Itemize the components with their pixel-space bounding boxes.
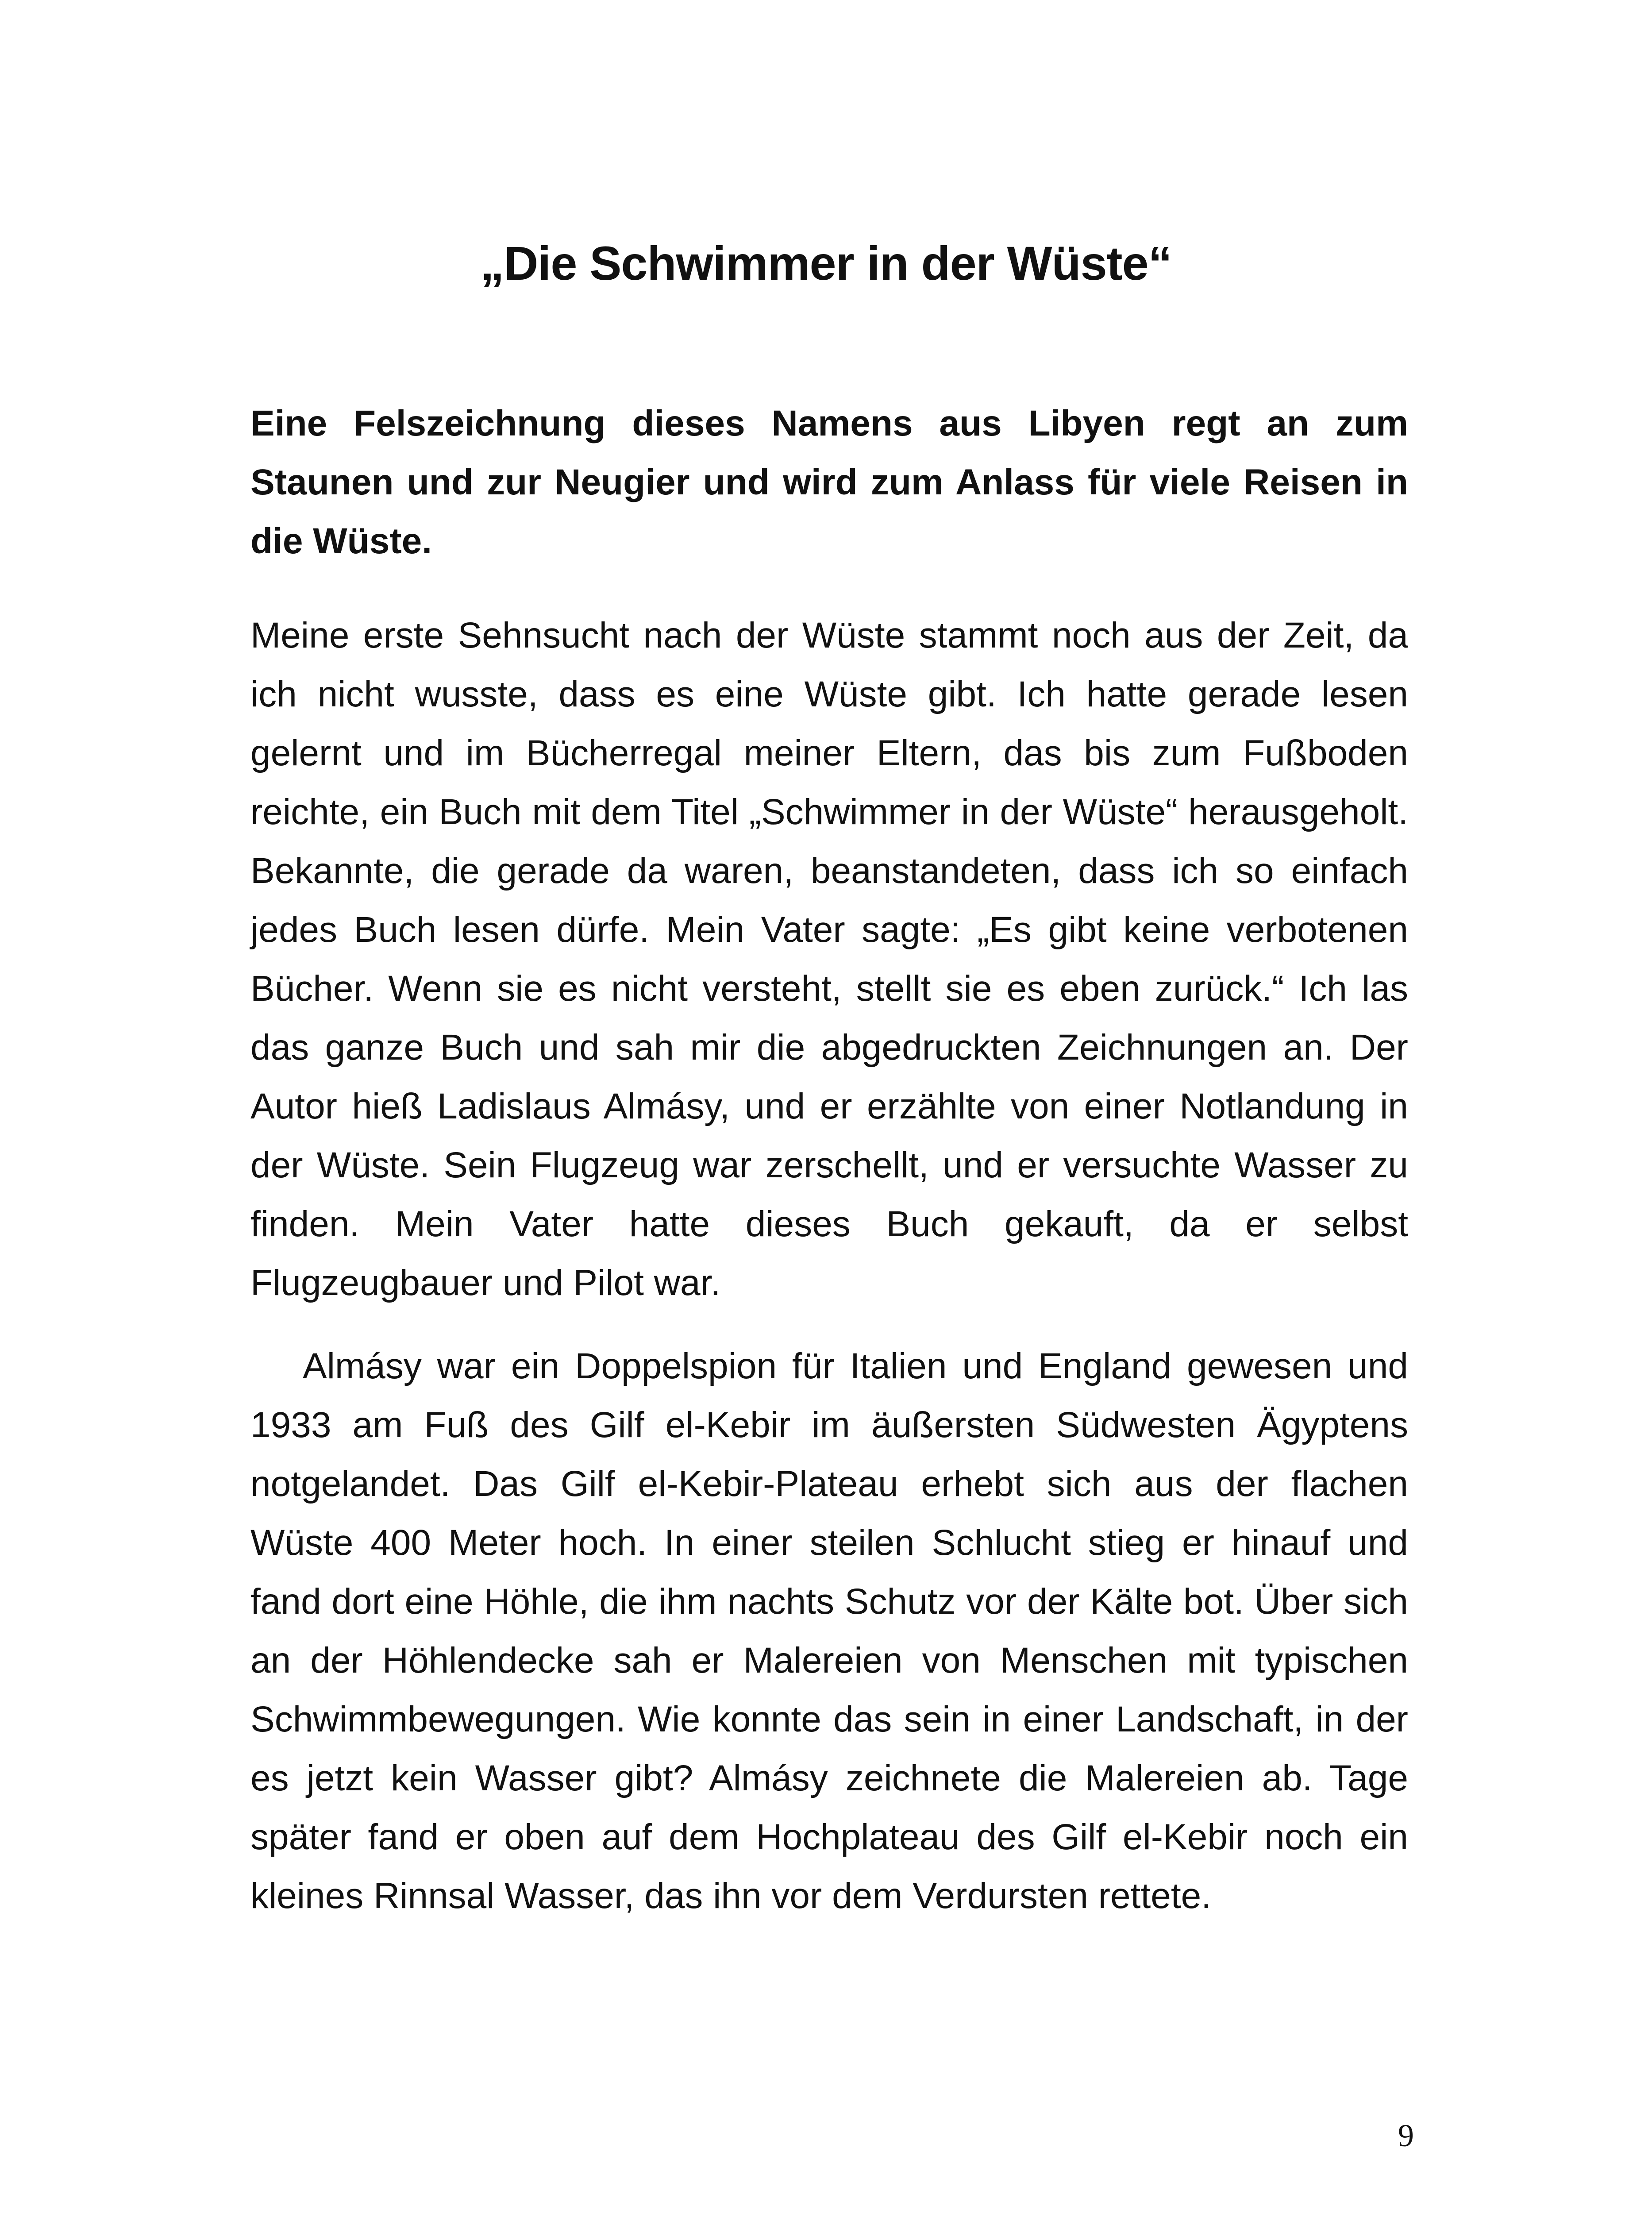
- text-body: [250, 394, 1408, 1950]
- chapter-title: „Die Schwimmer in der Wüste“: [480, 236, 1172, 290]
- body-paragraph-2: Almásy war ein Doppelspion für Italien und England gewesen und 1933 am Fuß des Gilf el-Kebir im äußersten Südwesten Ägyptens notgelandet. Das Gilf el-Kebir-Plateau erhebt sich aus der flachen Wüste 400 Meter hoch. In einer steilen Schlucht stieg er hinauf und fand dort eine Höhle, die ihm nachts Schutz vor der Kälte bot. Über sich an der Höhlendecke sah er Malereien von Menschen mit typischen Schwimmbewegungen. Wie konnte das sein in einer Landschaft, in der es jetzt kein Wasser gibt? Almásy zeichnete die Malereien ab. Tage später fand er oben auf dem Hochplateau des Gilf el-Kebir noch ein kleines Rinnsal Wasser, das ihn vor dem Verdursten rettete.: [250, 1346, 1408, 1916]
- page-number: 9: [1398, 2118, 1414, 2153]
- lead-paragraph: Eine Felszeichnung dieses Namens aus Libyen regt an zum Staunen und zur Neugier und wird zum Anlass für viele Reisen in die Wüste.: [250, 403, 1408, 561]
- body-paragraph-1: Meine erste Sehnsucht nach der Wüste stammt noch aus der Zeit, da ich nicht wusste, dass es eine Wüste gibt. Ich hatte gerade lesen gelernt und im Bücherregal meiner Eltern, das bis zum Fußboden reichte, ein Buch mit dem Titel „Schwimmer in der Wüste“ herausgeholt. Bekannte, die gerade da waren, beanstandeten, dass ich so einfach jedes Buch lesen dürfe. Mein Vater sagte: „Es gibt keine verbotenen Bücher. Wenn sie es nicht versteht, stellt sie es eben zurück.“ Ich las das ganze Buch und sah mir die abgedruckten Zeichnungen an. Der Autor hieß Ladislaus Almásy, und er erzählte von einer Notlandung in der Wüste. Sein Flugzeug war zerschellt, und er versuchte Wasser zu finden. Mein Vater hatte dieses Buch gekauft, da er selbst Flugzeugbauer und Pilot war.: [250, 615, 1408, 1303]
